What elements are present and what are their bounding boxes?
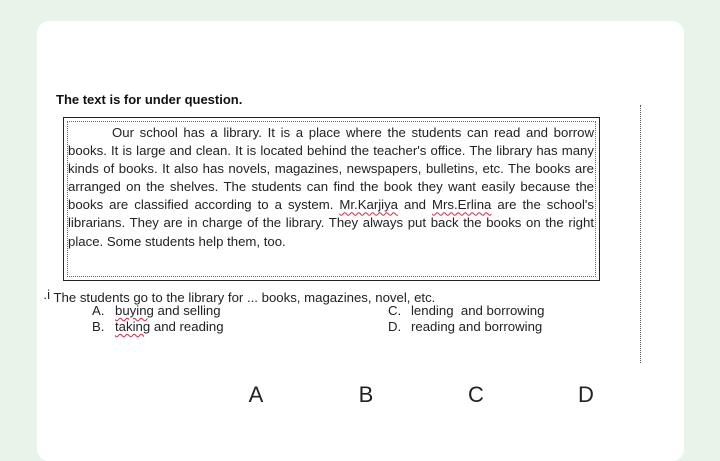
option-c-letter: C. bbox=[388, 303, 402, 318]
option-b-underlined: taking bbox=[115, 319, 151, 334]
option-d-letter: D. bbox=[388, 319, 402, 334]
name-karjiya: Mr.Karjiya bbox=[339, 197, 399, 213]
option-a-letter: A. bbox=[92, 303, 105, 318]
name-erlina: Mrs.Erlina bbox=[432, 197, 492, 213]
page-margin-line bbox=[640, 105, 641, 363]
option-a-rest: and selling bbox=[157, 303, 221, 318]
passage-text-part2: are the school's librarians. They are in charge of the library. They always put back the books on the right place. Some students help them, too. bbox=[68, 197, 594, 249]
passage-text-part1: Our school has a library. It is a place where the students can read and borrow books. It is large and clean. It is located behind the teacher's office. The library has many kinds of books. It also has novels, magazines, newspapers, bulletins, etc. The books are arranged on the shelves. The students can find the book they want easily because the books are classified according to a system. bbox=[68, 125, 594, 213]
option-b bbox=[92, 319, 224, 334]
answer-choice-d[interactable]: D bbox=[578, 382, 594, 407]
question-stem: The students go to the library for ... books, magazines, novel, etc. bbox=[53, 290, 436, 305]
option-a-underlined: buying bbox=[115, 303, 154, 318]
answer-choice-a[interactable]: A bbox=[248, 382, 264, 407]
option-d-text: reading and borrowing bbox=[411, 319, 543, 334]
option-a bbox=[92, 303, 221, 318]
option-d bbox=[388, 319, 542, 334]
answer-choice-c[interactable]: C bbox=[468, 382, 484, 407]
passage-heading: The text is for under question. bbox=[56, 92, 243, 107]
answer-choice-b[interactable]: B bbox=[358, 382, 374, 407]
passage-and: and bbox=[404, 197, 427, 213]
option-c bbox=[388, 303, 544, 318]
question-number: i. bbox=[43, 287, 50, 302]
option-b-rest: and reading bbox=[153, 319, 224, 334]
passage-text bbox=[68, 124, 594, 251]
option-c-text: lending and borrowing bbox=[411, 303, 545, 318]
option-b-letter: B. bbox=[92, 319, 105, 334]
